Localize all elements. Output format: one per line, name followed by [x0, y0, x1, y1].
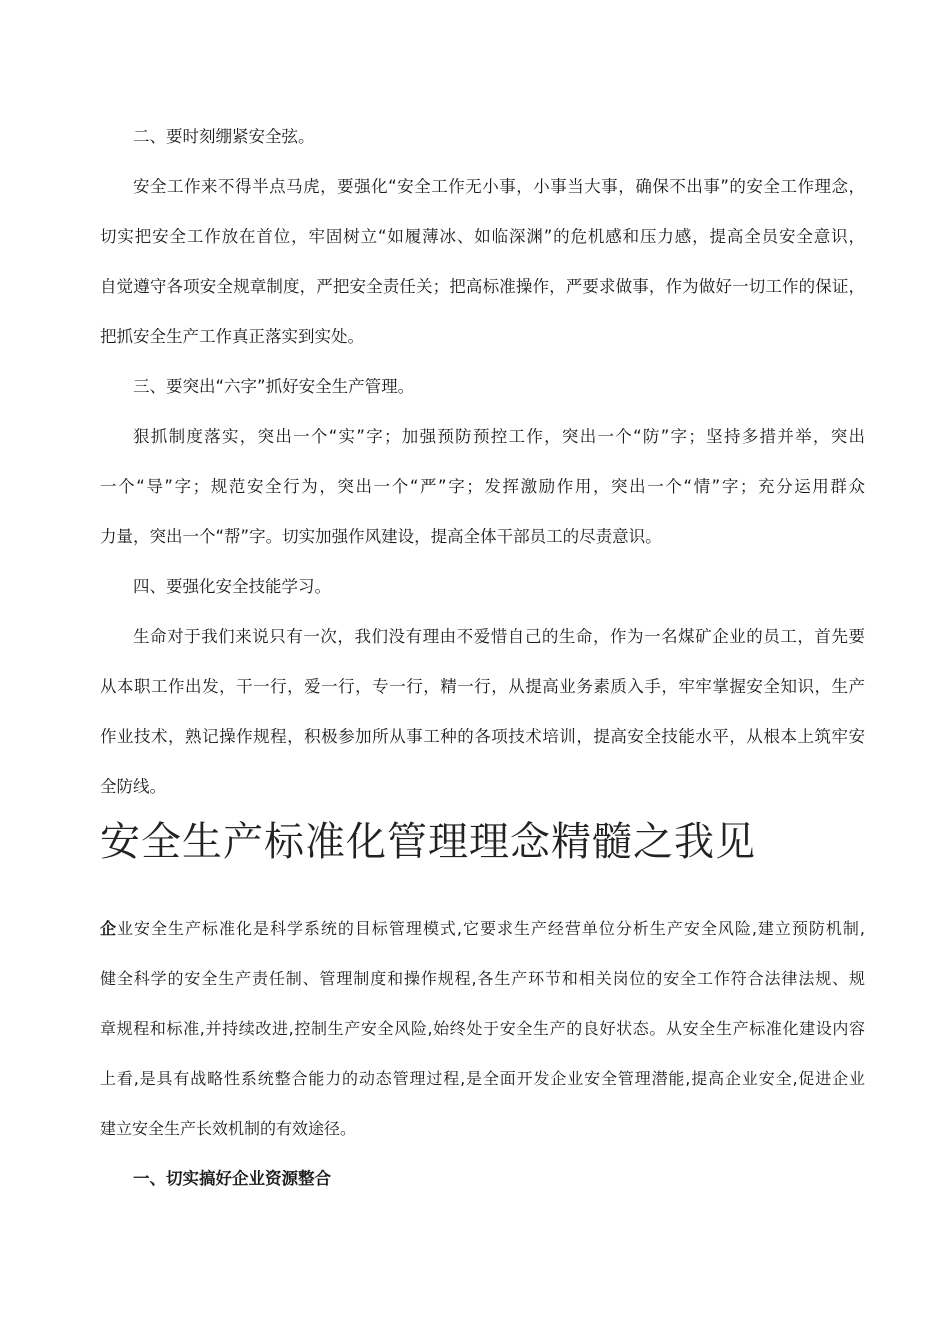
- intro-line: 章规程和标准,并持续改进,控制生产安全风险,始终处于安全生产的良好状态。从安全生产标准化建设内容: [100, 1019, 865, 1038]
- intro-line-first: [100, 918, 865, 940]
- paragraph-line: 力量，突出一个“帮”字。切实加强作风建设，提高全体干部员工的尽责意识。: [100, 527, 662, 546]
- paragraph-line: 生命对于我们来说只有一次，我们没有理由不爱惜自己的生命，作为一名煤矿企业的员工，首先要: [133, 627, 865, 646]
- paragraph-line: 从本职工作出发，干一行，爱一行，专一行，精一行，从提高业务素质入手，牢牢掌握安全知识，生产: [100, 677, 865, 696]
- paragraph-line: 切实把安全工作放在首位，牢固树立“如履薄冰、如临深渊”的危机感和压力感，提高全员安全意识，: [100, 227, 865, 246]
- section-heading-3: 三、要突出“六字”抓好安全生产管理。: [133, 377, 415, 396]
- paragraph-line: 作业技术，熟记操作规程，积极参加所从事工种的各项技术培训，提高安全技能水平，从根本上筑牢安: [100, 727, 865, 746]
- paragraph-line: 自觉遵守各项安全规章制度，严把安全责任关；把高标准操作，严要求做事，作为做好一切工作的保证，: [100, 277, 865, 296]
- paragraph-line: 安全工作来不得半点马虎，要强化“安全工作无小事，小事当大事，确保不出事”的安全工作理念，: [133, 177, 865, 196]
- intro-line: 建立安全生产长效机制的有效途径。: [100, 1119, 357, 1138]
- subheading-1: 一、切实搞好企业资源整合: [133, 1169, 331, 1188]
- intro-line: 健全科学的安全生产责任制、管理制度和操作规程,各生产环节和相关岗位的安全工作符合法律法规、规: [100, 969, 865, 988]
- paragraph-line: 狠抓制度落实，突出一个“实”字；加强预防预控工作，突出一个“防”字；坚持多措并举，突出: [133, 427, 865, 446]
- paragraph-line: 一个“导”字；规范安全行为，突出一个“严”字；发挥激励作用，突出一个“情”字；充分运用群众: [100, 477, 865, 496]
- paragraph-line: 全防线。: [100, 777, 166, 796]
- paragraph-line: 把抓安全生产工作真正落实到实处。: [100, 327, 364, 346]
- intro-line-text: 业安全生产标准化是科学系统的目标管理模式,它要求生产经营单位分析生产安全风险,建立预防机制,: [117, 919, 865, 938]
- article-title: 安全生产标准化管理理念精髓之我见: [100, 819, 756, 865]
- section-heading-2: 二、要时刻绷紧安全弦。: [133, 127, 315, 146]
- intro-line: 上看,是具有战略性系统整合能力的动态管理过程,是全面开发企业安全管理潜能,提高企业安全,促进企业: [100, 1069, 865, 1088]
- drop-first-char: 企: [100, 919, 117, 938]
- section-heading-4: 四、要强化安全技能学习。: [133, 577, 331, 596]
